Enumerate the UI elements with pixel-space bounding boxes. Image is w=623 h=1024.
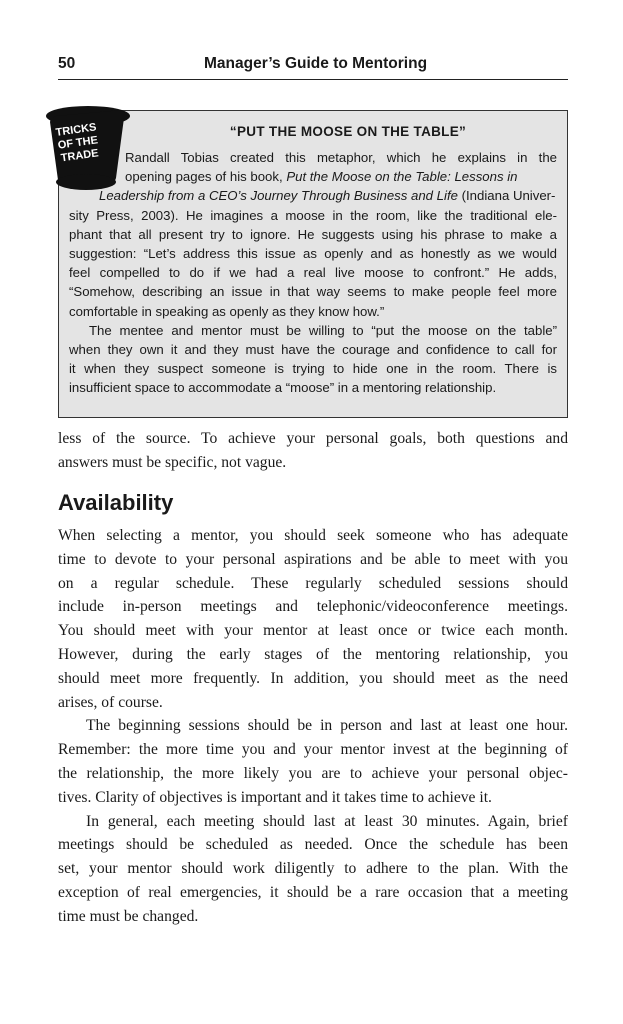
sidebar-line: feel compelled to do if we had a real live moose to confront.” He adds, xyxy=(69,265,557,281)
sidebar-line: The mentee and mentor must be willing to “put the moose on the table” xyxy=(89,322,557,338)
body-line: should meet more frequently. In addition, you should meet as the need xyxy=(58,669,568,687)
sidebar-title: “PUT THE MOOSE ON THE TABLE” xyxy=(229,124,467,139)
body-line: include in-person meetings and telephonic/videoconference meetings. xyxy=(58,598,568,616)
sidebar-line: Leadership from a CEO’s Journey Through Business and Life (Indiana Univer- xyxy=(99,188,556,204)
body-line: You should meet with your mentor at least once or twice each month. xyxy=(58,622,568,640)
tricks-sidebar xyxy=(58,110,568,418)
body-line: When selecting a mentor, you should seek someone who has adequate xyxy=(58,527,568,544)
book-title: Put the Moose on the Table: Lessons in xyxy=(286,169,518,185)
sidebar-line: comfortable in speaking as openly as they know how.” xyxy=(69,303,385,319)
book-title: Leadership from a CEO’s Journey Through Business and Life xyxy=(99,188,458,204)
running-header xyxy=(58,50,568,80)
body-line: In general, each meeting should last at least 30 minutes. Again, brief xyxy=(86,812,568,830)
body-line: answers must be specific, not vague. xyxy=(58,453,287,471)
sidebar-line: when they own it and they must have the courage and confidence to call for xyxy=(69,342,557,358)
body-line: However, during the early stages of the mentoring relationship, you xyxy=(58,645,568,663)
body-line: on a regular schedule. These regularly scheduled sessions should xyxy=(58,574,568,592)
sidebar-line: it when they suspect someone is trying to hide one in the room. There is xyxy=(69,361,557,377)
body-line: set, your mentor should work diligently to adhere to the plan. With the xyxy=(58,860,568,878)
tricks-label: TRICKS OF THE TRADE xyxy=(55,121,100,165)
body-line: time to devote to your personal aspirations and be able to meet with you xyxy=(58,550,568,568)
body-line: tives. Clarity of objectives is important and it takes time to achieve it. xyxy=(58,788,492,806)
sidebar-line: insufficient space to accommodate a “moose” in a mentoring relationship. xyxy=(69,380,497,396)
body-line: arises, of course. xyxy=(58,693,163,711)
body-line: less of the source. To achieve your personal goals, both questions and xyxy=(58,430,568,447)
sidebar-line: opening pages of his book, Put the Moose on the Table: Lessons in xyxy=(125,169,518,185)
sidebar-line: Randall Tobias created this metaphor, which he explains in the xyxy=(125,150,557,165)
sidebar-text xyxy=(69,148,557,398)
sidebar-line: suggestion: “Let’s address this issue as openly and as honestly as we would xyxy=(69,246,557,262)
sidebar-line: phant that all present try to ignore. He suggests using his phrase to make a xyxy=(69,226,557,242)
running-title: Manager’s Guide to Mentoring xyxy=(204,55,428,72)
section-body xyxy=(58,524,568,929)
continuation-paragraph xyxy=(58,427,568,475)
body-line: Remember: the more time you and your mentor invest at the beginning of xyxy=(58,741,568,759)
sidebar-line: sity Press, 2003). He imagines a moose in the room, like the traditional ele- xyxy=(69,207,557,223)
top-hat-icon xyxy=(36,100,132,192)
section-heading: Availability xyxy=(58,490,174,515)
body-line: The beginning sessions should be in person and last at least one hour. xyxy=(86,717,568,735)
body-line: exception of real emergencies, it should be a rare occasion that a meeting xyxy=(58,883,568,901)
body-line: the relationship, the more likely you are to achieve your personal objec- xyxy=(58,764,568,782)
body-line: time must be changed. xyxy=(58,907,199,925)
page-number: 50 xyxy=(58,55,76,72)
body-line: meetings should be scheduled as needed. Once the schedule has been xyxy=(58,836,568,854)
sidebar-line: “Somehow, describing an issue in that way seems to make people feel more xyxy=(69,284,557,300)
